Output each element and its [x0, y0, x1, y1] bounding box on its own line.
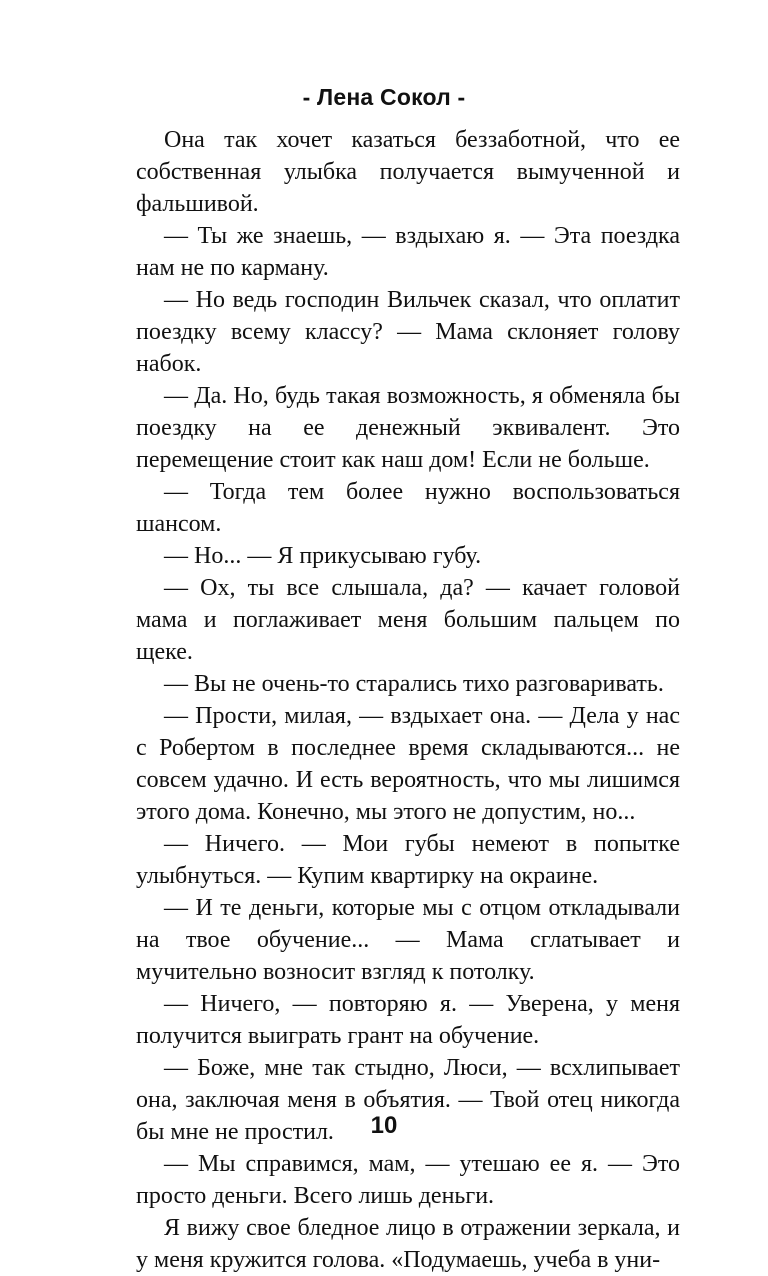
paragraph: — И те деньги, которые мы с отцом откладывали на твое обучение... — Мама сглатывает и мучительно возносит взгляд к потолку. — [136, 895, 680, 985]
paragraph: — Тогда тем более нужно воспользоваться шансом. — [136, 479, 680, 537]
paragraph: — Вы не очень-то старались тихо разговаривать. — [164, 671, 664, 697]
paragraph: Я вижу свое бледное лицо в отражении зеркала, и у меня кружится голова. «Подумаешь, учеба в уни- — [136, 1215, 680, 1273]
paragraph: — Да. Но, будь такая возможность, я обменяла бы поездку на ее денежный эквивалент. Это перемещение стоит как наш дом! Если не больше. — [136, 383, 680, 473]
paragraph: — Прости, милая, — вздыхает она. — Дела у нас с Робертом в последнее время складываются... не совсем удачно. И есть вероятность, что мы лишимся этого дома. Конечно, мы этого не допустим, но... — [136, 703, 680, 825]
paragraph: — Ничего, — повторяю я. — Уверена, у меня получится выиграть грант на обучение. — [136, 991, 680, 1049]
paragraph: — Ох, ты все слышала, да? — качает головой мама и поглаживает меня большим пальцем по щеке. — [136, 575, 680, 665]
page-number: 10 — [370, 1112, 398, 1139]
paragraph: — Но... — Я прикусываю губу. — [164, 543, 482, 569]
body-text — [136, 124, 680, 1276]
paragraph: — Ничего. — Мои губы немеют в попытке улыбнуться. — Купим квартирку на окраине. — [136, 831, 680, 889]
paragraph: — Боже, мне так стыдно, Люси, — всхлипывает она, заключая меня в объятия. — Твой отец никогда бы мне не простил. — [136, 1055, 680, 1145]
running-title: - Лена Сокол - — [302, 84, 466, 110]
paragraph: — Ты же знаешь, — вздыхаю я. — Эта поездка нам не по карману. — [136, 223, 680, 281]
paragraph: — Но ведь господин Вильчек сказал, что оплатит поездку всему классу? — Мама склоняет голову набок. — [136, 287, 680, 377]
paragraph: — Мы справимся, мам, — утешаю ее я. — Это просто деньги. Всего лишь деньги. — [136, 1151, 680, 1209]
paragraph: Она так хочет казаться беззаботной, что ее собственная улыбка получается вымученной и фальшивой. — [136, 127, 680, 217]
